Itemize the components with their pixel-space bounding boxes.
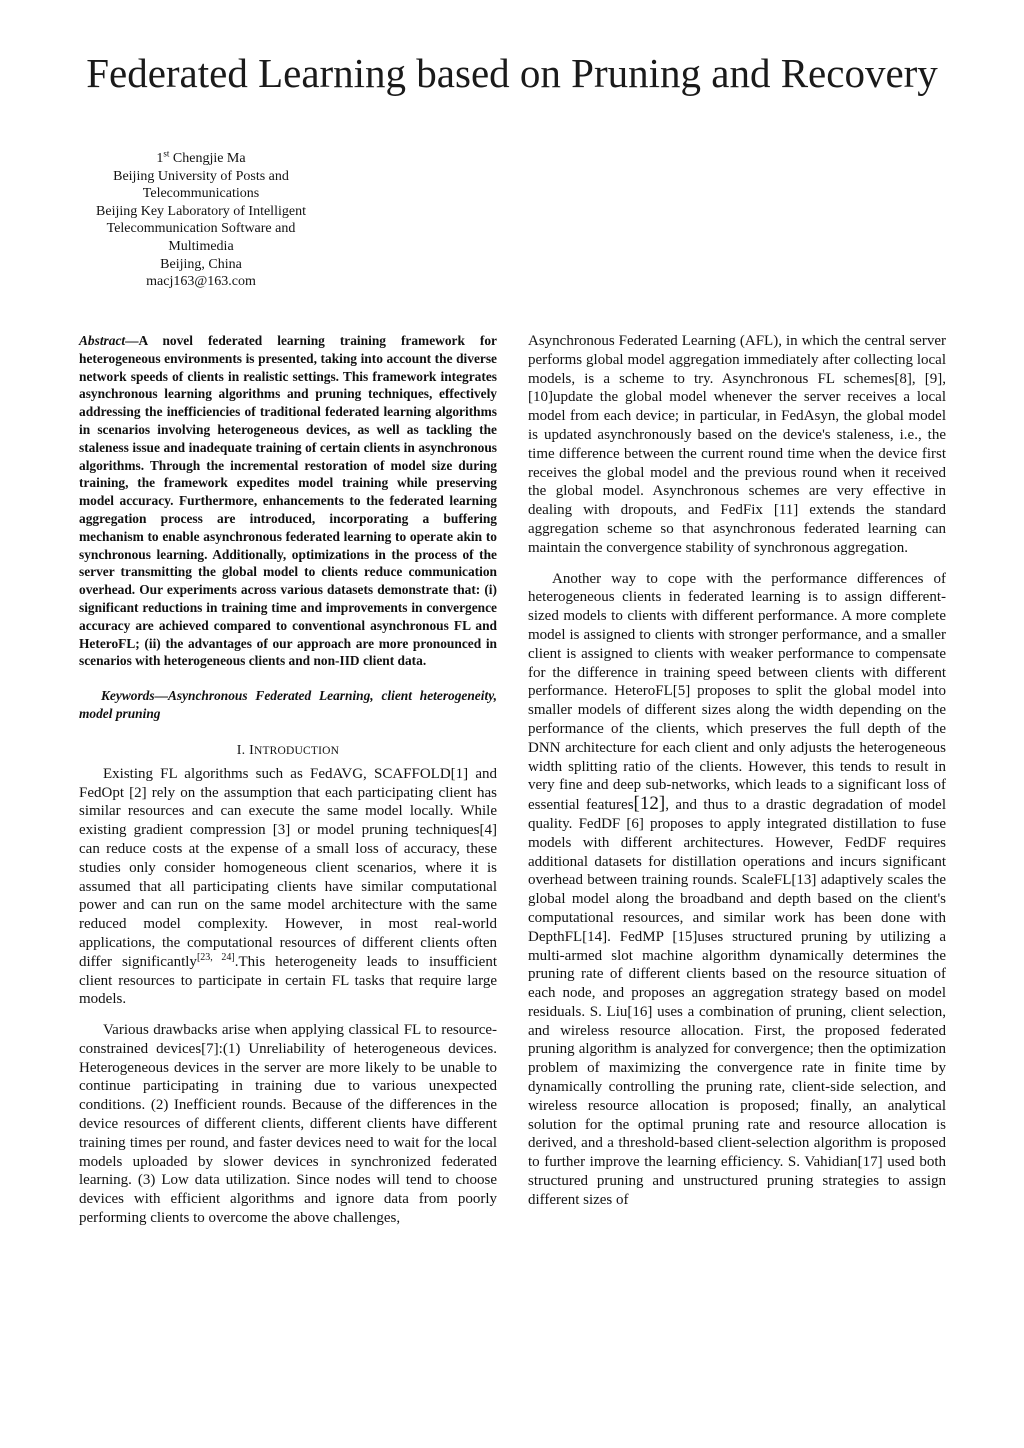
author-block bbox=[70, 150, 332, 291]
intro-paragraph-2: Various drawbacks arise when applying classical FL to resource-constrained devices[7]:(1) Unreliability of heterogeneous devices. Heterogeneous devices in the server are more likely to be unable to continue participating in training due to various unexpected conditions. (2) Inefficient rounds. Because of the differences in the device resources of different clients, different clients have different training times per round, and faster devices need to wait for the local models uploaded by slower devices in synchronized federated learning. (3) Low data utilization. Since nodes will tend to choose devices with efficient algorithms and ignore data from poorly performing clients to overcome the above challenges, bbox=[79, 1022, 497, 1227]
section-heading-introduction bbox=[79, 743, 497, 759]
section-rest: NTRODUCTION bbox=[253, 744, 340, 757]
keywords: Keywords—Asynchronous Federated Learning, client heterogeneity, model pruning bbox=[79, 688, 497, 721]
affiliation-line: Telecommunications bbox=[142, 186, 260, 202]
section-first-letter: I bbox=[249, 742, 254, 758]
affiliation-line: Beijing Key Laboratory of Intelligent bbox=[96, 203, 306, 219]
intro-p4-text-cont: , and thus to a drastic degradation of model quality. FedDF [6] proposes to apply integrated distillation to fuse models with different architectures. However, FedDF requires additional datasets for distillation operations and incurs significant overhead between training rounds. ScaleFL[13] adaptively scales the global model along the broadband and depth based on the client's computational resources, and similar work has been done with DepthFL[14]. FedMP [15]uses structured pruning by utilizing a multi-armed slot machine algorithm dynamically determines the pruning rate of different clients based on the resource situation of each node, and proposes an aggregation strategy based on model residuals. S. Liu[16] uses a combination of pruning, client selection, and wireless resource allocation. First, the proposed federated pruning algorithm is analyzed for convergence; then the optimization problem of maximizing the convergence rate in finite time by dynamically controlling the pruning rate, client-side selection, and wireless resource allocation is proposed; finally, an analytical solution for the optimal pruning rate and resource allocation is derived, and a threshold-based client-selection algorithm is proposed to further improve the learning efficiency. S. Vahidian[17] used both structured pruning and unstructured pruning strategies to assign different sizes of bbox=[528, 797, 946, 1208]
section-numeral: I. bbox=[236, 742, 246, 758]
citation-superscript: [23, 24] bbox=[196, 951, 235, 963]
intro-p4-text: Another way to cope with the performance differences of heterogeneous clients in federated learning is to assign different-sized models to clients with different performance. A more complete model is assigned to clients with stronger performance, and a smaller client is assigned to clients with weaker performance to compensate for the difference in training speed between clients with different performance. HeteroFL[5] proposes to split the global model into smaller models of different sizes along the width depending on the performance of the clients, which preserves the full depth of the DNN architecture for each client and only adjusts the heterogeneous width splitting ratio of the clients. However, this tends to result in very fine and deep sub-networks, which leads to a significant loss of essential features bbox=[528, 570, 946, 814]
intro-paragraph-3: Asynchronous Federated Learning (AFL), in which the central server performs global model aggregation immediately after collecting local models, is a scheme to try. Asynchronous FL schemes[8], [9], [10]update the global model whenever the server receives a local model from each device; in particular, in FedAsyn, the global model is updated asynchronously based on the device's staleness, i.e., the time difference between the current round time when the device first receives the global model and the previous round when it received the global model. Asynchronous schemes are very effective in dealing with dropouts, and FedFix [11] extends the standard aggregation scheme so that asynchronous federated learning can maintain the convergence stability of synchronous aggregation. bbox=[528, 333, 946, 556]
abstract bbox=[79, 332, 497, 670]
author-ordinal: st bbox=[163, 148, 170, 159]
author-email: macj163@163.com bbox=[146, 274, 256, 290]
affiliation-location: Beijing, China bbox=[160, 256, 242, 272]
author-number: 1 bbox=[156, 151, 164, 166]
author-name: Chengjie Ma bbox=[172, 151, 246, 166]
intro-p1-text: Existing FL algorithms such as FedAVG, SCAFFOLD[1] and FedOpt [2] rely on the assumption that each participating client has similar resources and can execute the same model locally. While existing gradient compression [3] or model pruning techniques[4] can reduce costs at the expense of a small loss of accuracy, these studies only consider homogeneous client scenarios, where it is assumed that all participating clients have similar computational power and can run on the same model architecture with the same reduced model complexity. However, in most real-world applications, the computational resources of different clients often differ significantly bbox=[79, 765, 497, 970]
citation-large: [12] bbox=[633, 793, 666, 815]
left-column bbox=[79, 332, 497, 1240]
intro-paragraph-1 bbox=[79, 765, 497, 1009]
abstract-lead: Abstract bbox=[79, 333, 126, 348]
right-column bbox=[528, 332, 946, 1222]
affiliation-line: Telecommunication Software and bbox=[106, 221, 296, 237]
affiliation-line: Multimedia bbox=[168, 238, 234, 254]
intro-p1-text-cont: .This heterogeneity leads to insufficient client resources to participate in certain FL tasks that require large models. bbox=[79, 953, 497, 1008]
author-name-line bbox=[70, 150, 332, 168]
abstract-text: —A novel federated learning training framework for heterogeneous environments is presented, taking into account the diverse network speeds of clients in realistic settings. This framework integrates asynchronous learning algorithms and pruning techniques, effectively addressing the inefficiencies of traditional federated learning algorithms in scenarios involving heterogeneous devices, as well as tackling the staleness issue and inadequate training of certain clients in asynchronous algorithms. Through the incremental restoration of model size during training, the framework expedites model training while preserving model accuracy. Furthermore, enhancements to the federated learning aggregation process are introduced, incorporating a buffering mechanism to enable asynchronous federated learning to operate akin to synchronous learning. Additionally, optimizations in the process of the server transmitting the global model to clients reduce communication overhead. Our experiments across various datasets demonstrate that: (i) significant reductions in training time and improvements in convergence accuracy are achieved compared to conventional asynchronous FL and HeteroFL; (ii) the advantages of our approach are more pronounced in scenarios with heterogeneous clients and non-IID client data. bbox=[79, 333, 497, 669]
affiliation-line: Beijing University of Posts and bbox=[113, 168, 289, 184]
intro-paragraph-4 bbox=[528, 570, 946, 1210]
paper-title: Federated Learning based on Pruning and Recovery bbox=[86, 50, 938, 96]
